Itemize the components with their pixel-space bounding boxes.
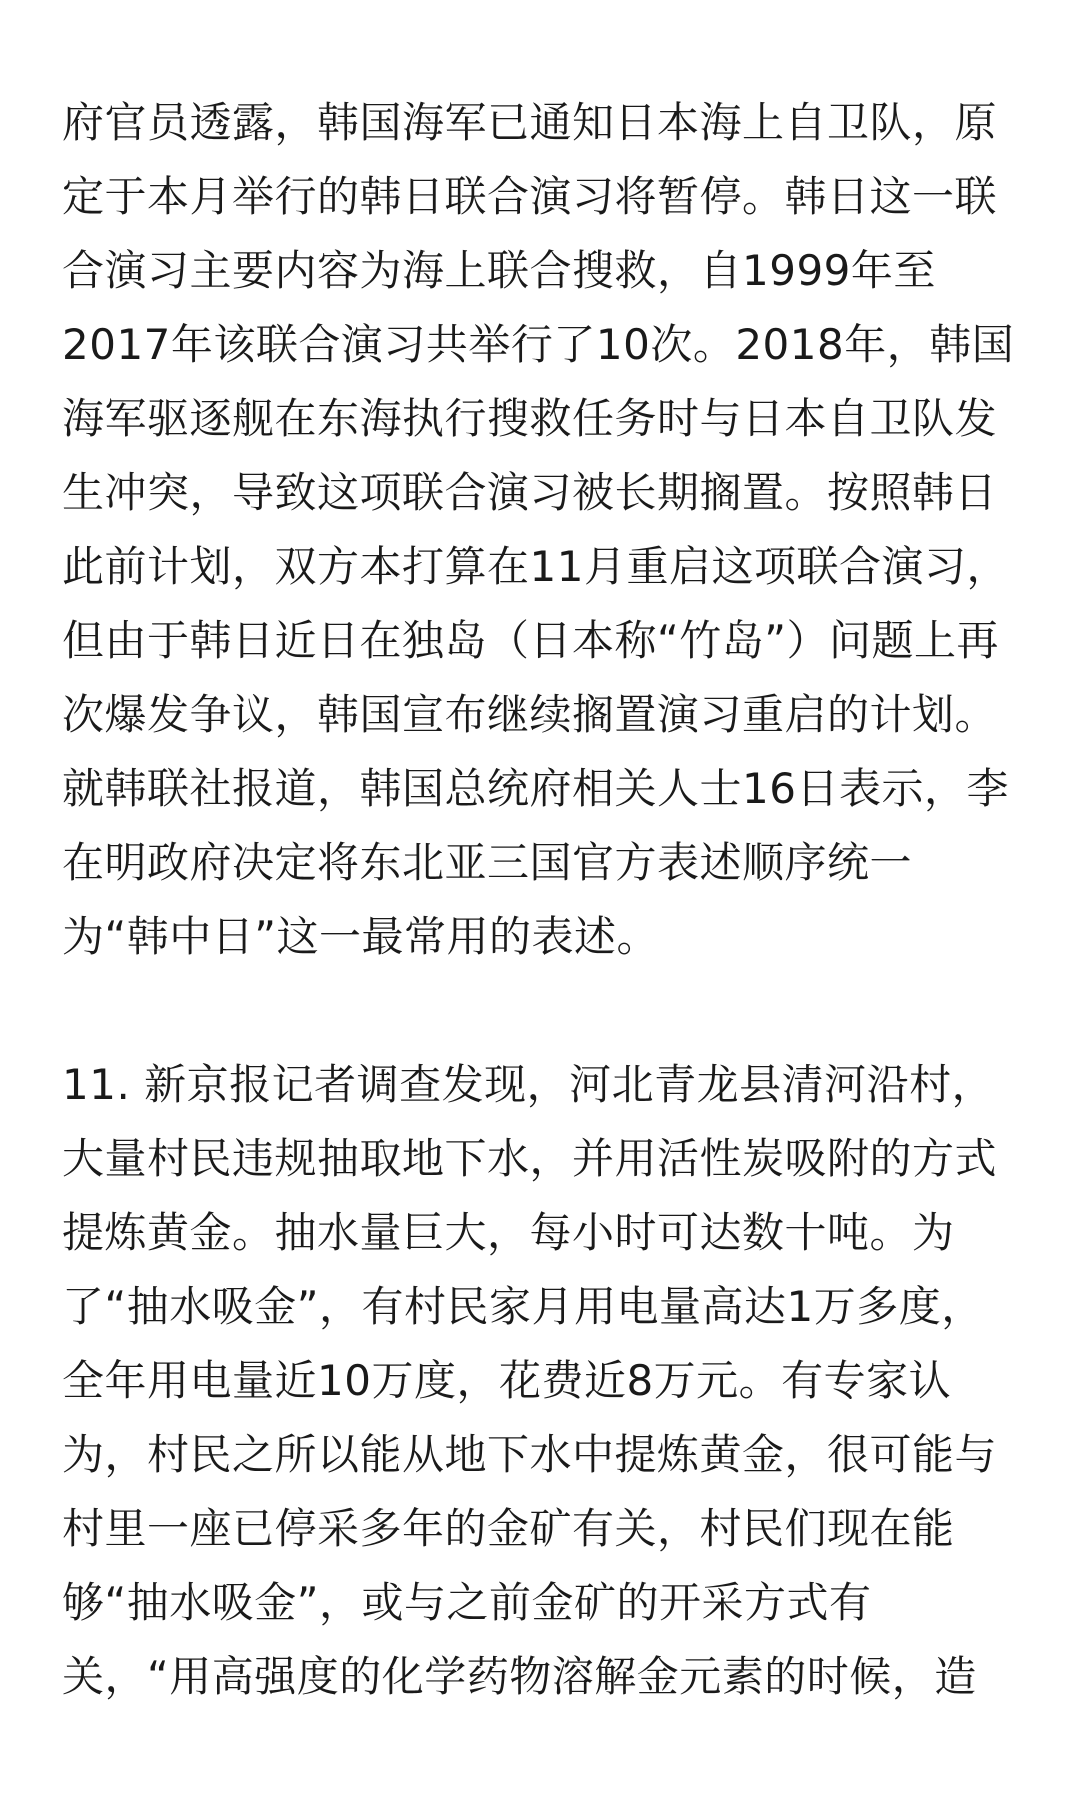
text-line: 全年用电量近10万度，花费近8万元。有专家认 <box>62 1356 952 1405</box>
text-line: 就韩联社报道，韩国总统府相关人士16日表示，李 <box>62 764 1009 813</box>
text-line: 次爆发争议，韩国宣布继续搁置演习重启的计划。 <box>62 690 998 739</box>
text-line: 了“抽水吸金”，有村民家月用电量高达1万多度， <box>62 1282 984 1331</box>
article-body <box>62 86 1022 1714</box>
text-line: 在明政府决定将东北亚三国官方表述顺序统一 <box>62 838 913 887</box>
text-line: 但由于韩日近日在独岛（日本称“竹岛”）问题上再 <box>62 616 1000 665</box>
text-line: 此前计划，双方本打算在11月重启这项联合演习， <box>62 542 1009 591</box>
paragraph-2 <box>62 1048 1022 1714</box>
text-line: 府官员透露，韩国海军已通知日本海上自卫队，原 <box>62 98 998 147</box>
text-line: 提炼黄金。抽水量巨大，每小时可达数十吨。为 <box>62 1208 955 1257</box>
text-line: 为“韩中日”这一最常用的表述。 <box>62 912 660 961</box>
text-line: 合演习主要内容为海上联合搜救，自1999年至 <box>62 246 936 295</box>
text-line: 为，村民之所以能从地下水中提炼黄金，很可能与 <box>62 1430 998 1479</box>
paragraph-gap <box>62 974 1022 1048</box>
text-line: 关，“用高强度的化学药物溶解金元素的时候，造 <box>62 1652 977 1701</box>
text-line: 海军驱逐舰在东海执行搜救任务时与日本自卫队发 <box>62 394 998 443</box>
text-line: 定于本月举行的韩日联合演习将暂停。韩日这一联 <box>62 172 998 221</box>
text-line: 11. 新京报记者调查发现，河北青龙县清河沿村， <box>62 1060 995 1109</box>
paragraph-1 <box>62 86 1022 974</box>
text-line: 大量村民违规抽取地下水，并用活性炭吸附的方式 <box>62 1134 998 1183</box>
text-line: 生冲突，导致这项联合演习被长期搁置。按照韩日 <box>62 468 998 517</box>
text-line: 2017年该联合演习共举行了10次。2018年，韩国 <box>62 320 1015 369</box>
text-line: 村里一座已停采多年的金矿有关，村民们现在能 <box>62 1504 955 1553</box>
text-line: 够“抽水吸金”，或与之前金矿的开采方式有 <box>62 1578 872 1627</box>
